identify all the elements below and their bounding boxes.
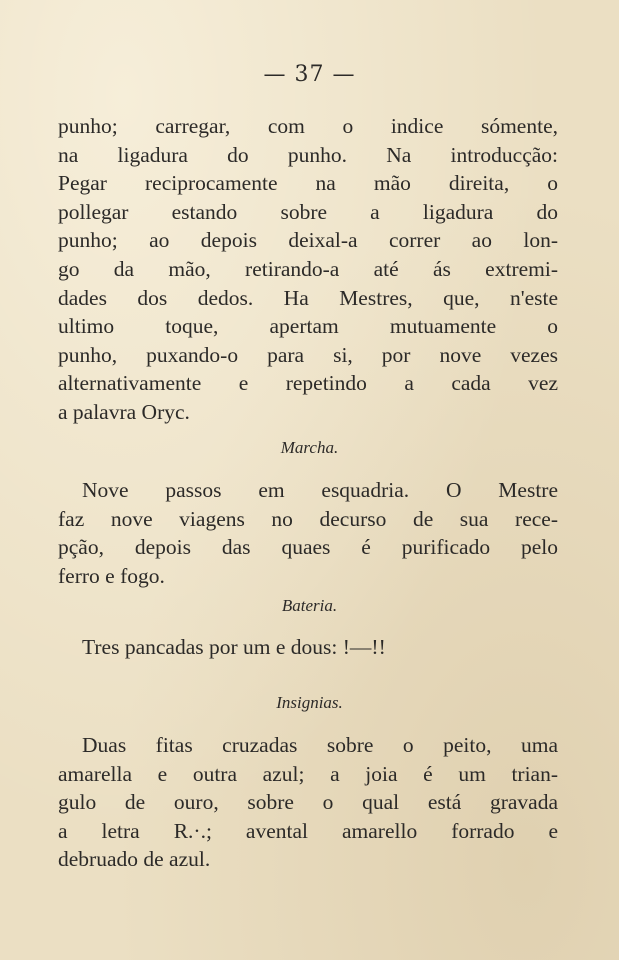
text-line: faz nove viagens no decurso de sua rece- bbox=[58, 506, 558, 531]
text-line: pção, depois das quaes é purificado pelo bbox=[58, 535, 558, 560]
text-line: go da mão, retirando-a até ás extremi- bbox=[58, 256, 558, 281]
heading-insignias: Insignias. bbox=[276, 693, 343, 712]
text-line: pollegar estando sobre a ligadura do bbox=[58, 199, 558, 224]
text-line: Tres pancadas por um e dous: !—!! bbox=[82, 635, 386, 659]
paragraph-insignias bbox=[58, 731, 558, 874]
heading-marcha: Marcha. bbox=[280, 438, 339, 457]
text-line: gulo de ouro, sobre o qual está gravada bbox=[58, 790, 558, 815]
page-number: — 37 — bbox=[263, 62, 356, 87]
text-line: Pegar reciprocamente na mão direita, o bbox=[58, 171, 558, 196]
heading-bateria: Bateria. bbox=[281, 596, 338, 615]
paragraph-bateria bbox=[58, 633, 558, 662]
text-line: a letra R.·.; avental amarello forrado e bbox=[58, 818, 558, 843]
text-line: Nove passos em esquadria. O Mestre bbox=[82, 478, 558, 502]
text-line: a palavra Oryc. bbox=[58, 399, 190, 424]
text-line: ultimo toque, apertam mutuamente o bbox=[58, 314, 558, 339]
paragraph-toques bbox=[58, 112, 558, 427]
paragraph-marcha bbox=[58, 476, 558, 590]
text-line: na ligadura do punho. Na introducção: bbox=[58, 142, 558, 167]
text-line: punho; carregar, com o indice sómente, bbox=[58, 114, 558, 138]
text-line: alternativamente e repetindo a cada vez bbox=[58, 371, 558, 396]
text-line: amarella e outra azul; a joia é um trian- bbox=[58, 761, 558, 786]
text-line: punho; ao depois deixal-a correr ao lon- bbox=[58, 228, 558, 253]
text-line: ferro e fogo. bbox=[58, 563, 165, 588]
text-line: debruado de azul. bbox=[58, 847, 211, 872]
text-line: dades dos dedos. Ha Mestres, que, n'este bbox=[58, 285, 558, 310]
text-line: punho, puxando-o para si, por nove vezes bbox=[58, 342, 558, 367]
text-line: Duas fitas cruzadas sobre o peito, uma bbox=[82, 733, 558, 757]
